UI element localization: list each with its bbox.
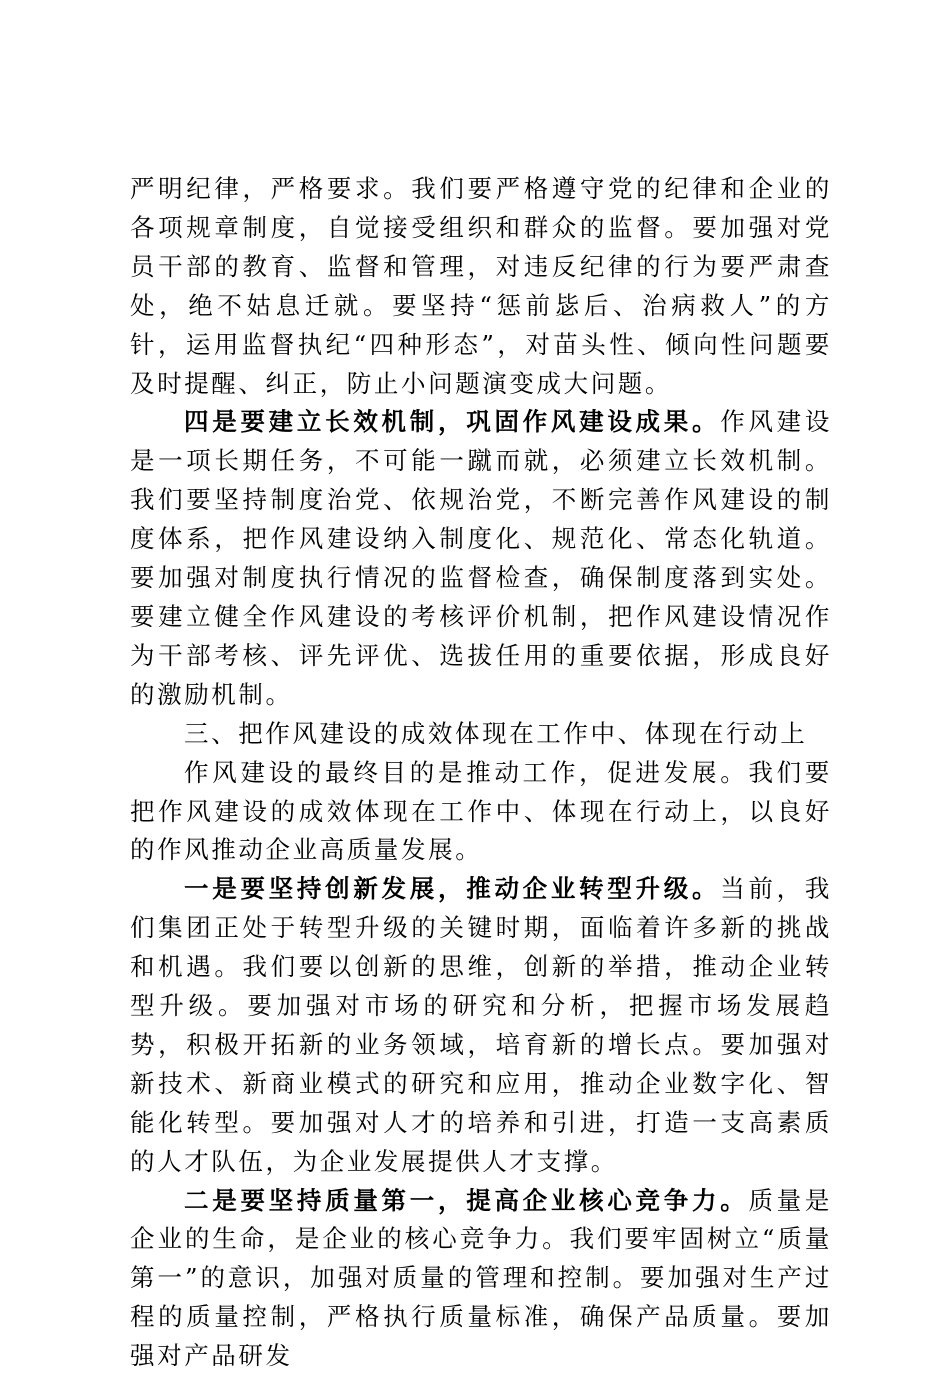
paragraph-text: 作风建设是一项长期任务，不可能一蹴而就，必须建立长效机制。我们要坚持制度治党、依规治党，不断完善作风建设的制度体系，把作风建设纳入制度化、规范化、常态化轨道。要加强对制度执行情况的监督检查，确保制度落到实处。要建立健全作风建设的考核评价机制，把作风建设情况作为干部考核、评先评优、选拔任用的重要依据，形成良好的激励机制。 bbox=[130, 407, 832, 709]
paragraph-discipline bbox=[130, 170, 832, 403]
document-page bbox=[130, 170, 832, 1376]
paragraph-lead: 一是要坚持创新发展，推动企业转型升级。 bbox=[184, 874, 721, 904]
section-heading-three bbox=[130, 715, 832, 754]
paragraph-text: 严明纪律，严格要求。我们要严格遵守党的纪律和企业的各项规章制度，自觉接受组织和群众的监督。要加强对党员干部的教育、监督和管理，对违反纪律的行为要严肃查处，绝不姑息迁就。要坚持“惩前毖后、治病救人”的方针，运用监督执纪“四种形态”，对苗头性、倾向性问题要及时提醒、纠正，防止小问题演变成大问题。 bbox=[130, 174, 832, 398]
paragraph-lead: 四是要建立长效机制，巩固作风建设成果。 bbox=[184, 407, 721, 437]
paragraph-lead: 二是要坚持质量第一，提高企业核心竞争力。 bbox=[184, 1185, 749, 1215]
paragraph-innovation bbox=[130, 870, 832, 1181]
paragraph-text: 当前，我们集团正处于转型升级的关键时期，面临着许多新的挑战和机遇。我们要以创新的思维，创新的举措，推动企业转型升级。要加强对市场的研究和分析，把握市场发展趋势，积极开拓新的业务领域，培育新的增长点。要加强对新技术、新商业模式的研究和应用，推动企业数字化、智能化转型。要加强对人才的培养和引进，打造一支高素质的人才队伍，为企业发展提供人才支撑。 bbox=[130, 874, 832, 1176]
paragraph-long-term-mechanism bbox=[130, 403, 832, 714]
paragraph-quality bbox=[130, 1182, 832, 1376]
section-heading-text: 三、把作风建设的成效体现在工作中、体现在行动上 bbox=[184, 718, 808, 748]
paragraph-section-intro bbox=[130, 754, 832, 871]
paragraph-text: 作风建设的最终目的是推动工作，促进发展。我们要把作风建设的成效体现在工作中、体现在行动上，以良好的作风推动企业高质量发展。 bbox=[130, 757, 832, 865]
paragraph-text: 质量是企业的生命，是企业的核心竞争力。我们要牢固树立“质量第一”的意识，加强对质量的管理和控制。要加强对生产过程的质量控制，严格执行质量标准，确保产品质量。要加强对产品研发 bbox=[130, 1185, 832, 1371]
